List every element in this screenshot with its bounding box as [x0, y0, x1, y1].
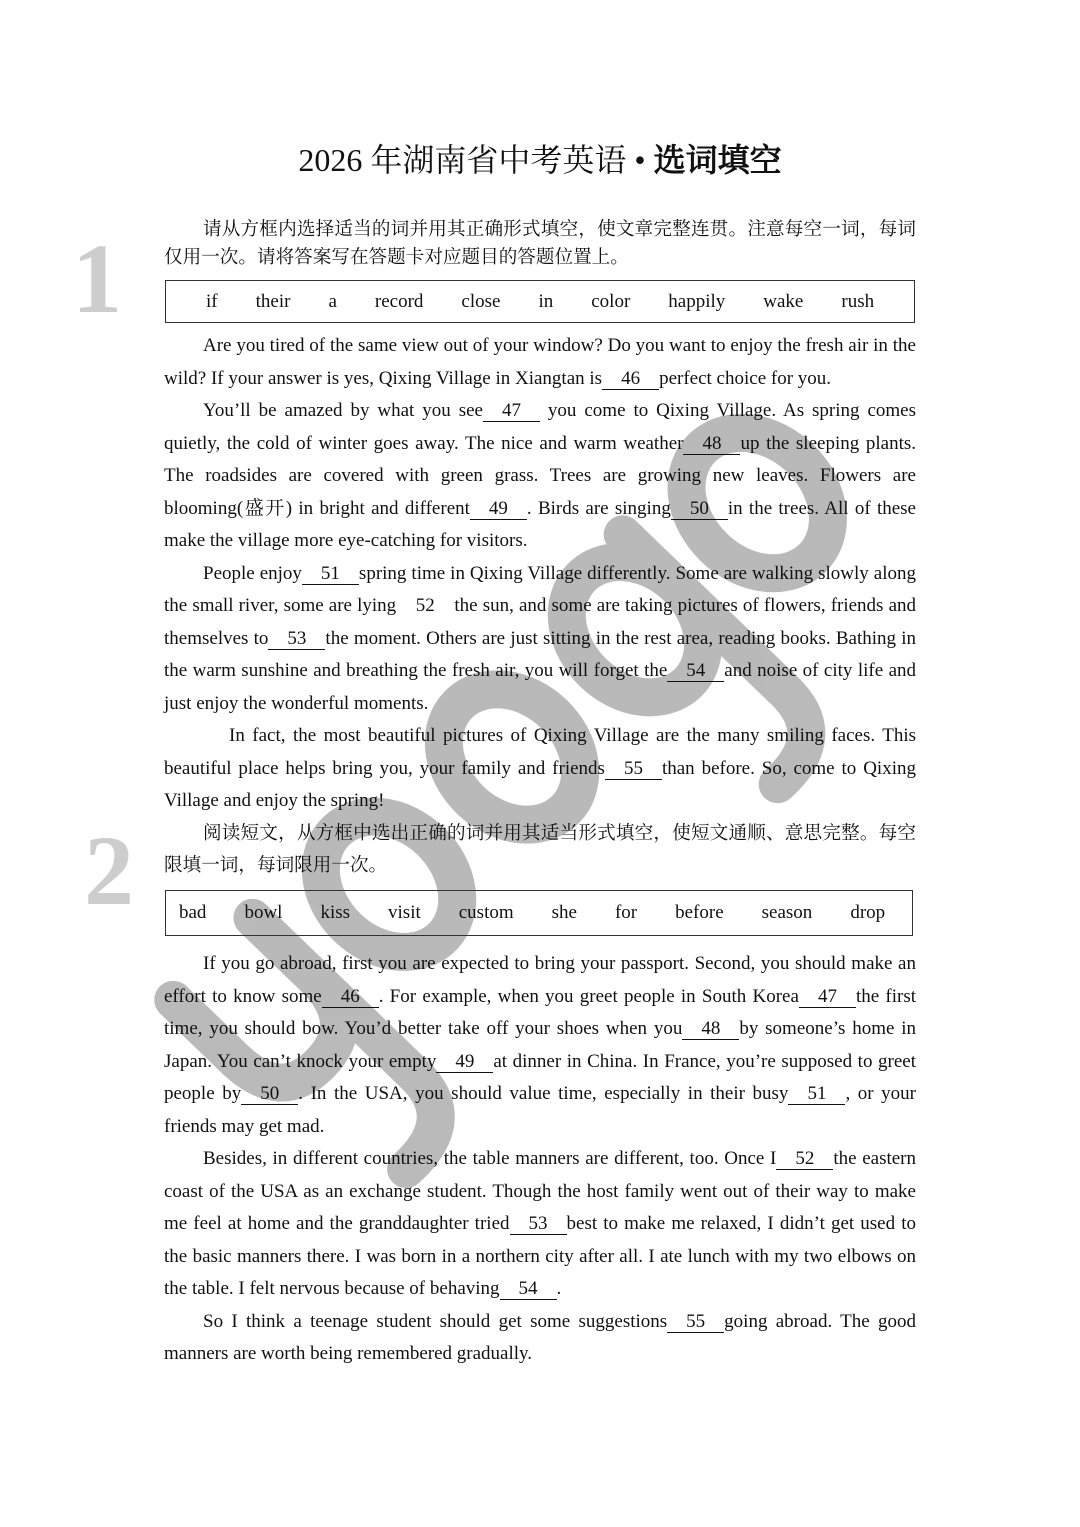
passage-paragraph	[164, 330, 916, 395]
exam-content	[164, 216, 916, 1371]
passage-text: If you go abroad, first you are expected to bring your passport. Second, you should make an effort to know some	[164, 953, 916, 1007]
word-bank-item: if	[206, 290, 218, 312]
answer-blank: 49	[470, 499, 527, 520]
word-bank-item: for	[614, 902, 638, 923]
passage-text: spring time in Qixing Village differently. Some are walking slowly along the small river, some are lying	[164, 562, 916, 616]
word-bank-item: close	[461, 290, 501, 312]
answer-blank: 46	[322, 987, 379, 1008]
answer-blank: 52	[415, 595, 435, 616]
page-title	[0, 138, 1080, 182]
answer-blank: 51	[302, 564, 359, 585]
section-number: 1	[72, 223, 122, 334]
answer-blank: 55	[667, 1312, 724, 1333]
passage-text: perfect choice for you.	[659, 367, 832, 389]
passage-text: You’ll be amazed by what you see	[203, 400, 483, 421]
answer-blank: 54	[667, 661, 724, 682]
passage-text: you come to Qixing Village. As spring comes quietly, the cold of winter goes away. The nice and warm weather	[164, 400, 917, 454]
word-bank-item: visit	[388, 902, 421, 923]
answer-blank: 47	[799, 987, 856, 1008]
answer-blank: 53	[268, 629, 325, 650]
passage-text: , or your friends may get mad.	[164, 1083, 916, 1137]
title-separator: •	[634, 142, 646, 178]
passage	[164, 330, 916, 818]
word-bank-item: bad	[179, 902, 207, 923]
passage-paragraph	[164, 720, 916, 818]
word-bank-item: drop	[850, 902, 886, 923]
word-bank-box	[165, 890, 913, 936]
answer-blank: 48	[683, 434, 740, 455]
passage	[164, 948, 916, 1371]
word-bank-item: a	[328, 290, 337, 312]
passage-text: .	[556, 1278, 562, 1299]
answer-blank: 52	[776, 1149, 833, 1170]
passage-paragraph	[164, 1143, 916, 1306]
passage-text: the eastern coast of the USA as an exchange student. Though the host family went out of their way to make me feel at home and the granddaughter tried	[164, 1148, 917, 1234]
instruction-text: 阅读短文，从方框中选出正确的词并用其适当形式填空，使短文通顺、意思完整。每空限填一词，每词限用一次。	[164, 822, 916, 876]
passage-text: going abroad. The good manners are worth being remembered gradually.	[164, 1310, 916, 1364]
answer-blank: 50	[671, 499, 728, 520]
passage-paragraph	[164, 395, 916, 558]
passage-text: the sun, and some are taking pictures of flowers, friends and themselves to	[164, 595, 917, 649]
passage-text: and noise of city life and just enjoy the wonderful moments.	[164, 660, 917, 714]
word-bank-item: their	[255, 290, 291, 312]
answer-blank: 53	[510, 1214, 567, 1235]
passage-text: Are you tired of the same view out of your window? Do you want to enjoy the fresh air in the wild? If your answer is yes, Qixing Village in Xiangtan is	[164, 335, 916, 389]
answer-blank: 55	[605, 759, 662, 780]
passage-text: in the trees. All of these make the village more eye-catching for visitors.	[164, 497, 916, 551]
passage-paragraph	[164, 948, 916, 1143]
word-bank-item: she	[551, 902, 577, 923]
exercise-section-1	[164, 216, 916, 818]
word-bank-item: record	[374, 290, 424, 312]
passage-text: So I think a teenage student should get some suggestions	[203, 1310, 668, 1332]
word-bank-item: rush	[841, 290, 875, 312]
passage-text: In fact, the most beautiful pictures of Qixing Village are the many smiling faces. This beautiful place helps bring you, your family and friends	[164, 725, 916, 779]
passage-text: by someone’s home in Japan. You can’t knock your empty	[164, 1018, 917, 1072]
passage-text: up the sleeping plants. The roadsides are covered with green grass. Trees are growing new leaves. Flowers are blooming(盛开) in bright and different	[164, 432, 916, 519]
word-bank-item: wake	[763, 290, 804, 312]
answer-blank: 50	[241, 1084, 298, 1105]
section-number: 2	[84, 815, 134, 926]
answer-blank: 48	[682, 1019, 739, 1040]
word-bank-item: bowl	[244, 902, 283, 923]
passage-text: the moment. Others are just sitting in the rest area, reading books. Bathing in the warm sunshine and breathing the fresh air, you will forget the	[164, 627, 917, 681]
title-main: 2026 年湖南省中考英语	[298, 142, 627, 178]
answer-blank: 49	[436, 1052, 493, 1073]
word-bank-item: custom	[458, 902, 514, 923]
answer-blank: 47	[483, 401, 540, 422]
word-bank-item: kiss	[320, 902, 351, 923]
passage-text: at dinner in China. In France, you’re supposed to greet people by	[164, 1050, 916, 1104]
word-bank-item: in	[538, 290, 554, 312]
passage-text: Besides, in different countries, the table manners are different, too. Once I	[203, 1148, 777, 1169]
exercise-section-2	[164, 818, 916, 1371]
passage-text: . For example, when you greet people in South Korea	[378, 985, 799, 1007]
answer-blank: 54	[500, 1279, 557, 1300]
passage-text: the first time, you should bow. You’d better take off your shoes when you	[164, 985, 916, 1039]
title-topic: 选词填空	[653, 141, 782, 179]
word-bank-box	[165, 280, 915, 323]
passage-text: People enjoy	[203, 562, 302, 584]
instruction-text: 请从方框内选择适当的词并用其正确形式填空，使文章完整连贯。注意每空一词，每词仅用一次。请将答案写在答题卡对应题目的答题位置上。	[164, 219, 916, 268]
word-bank-item: happily	[668, 290, 726, 312]
passage-text: best to make me relaxed, I didn’t get used to the basic manners there. I was born in a northern city after all. I ate lunch with my two elbows on the table. I felt nervous because of behaving	[164, 1213, 916, 1299]
word-bank-item: season	[761, 902, 813, 923]
word-bank-item: color	[591, 290, 631, 312]
passage-text: . Birds are singing	[526, 497, 671, 519]
passage-paragraph	[164, 558, 916, 721]
passage-paragraph	[164, 1306, 916, 1371]
answer-blank: 51	[788, 1084, 845, 1105]
passage-text: than before. So, come to Qixing Village and enjoy the spring!	[164, 757, 916, 811]
passage-text: . In the USA, you should value time, especially in their busy	[298, 1083, 789, 1104]
answer-blank: 46	[602, 369, 659, 390]
word-bank-item: before	[675, 902, 724, 923]
